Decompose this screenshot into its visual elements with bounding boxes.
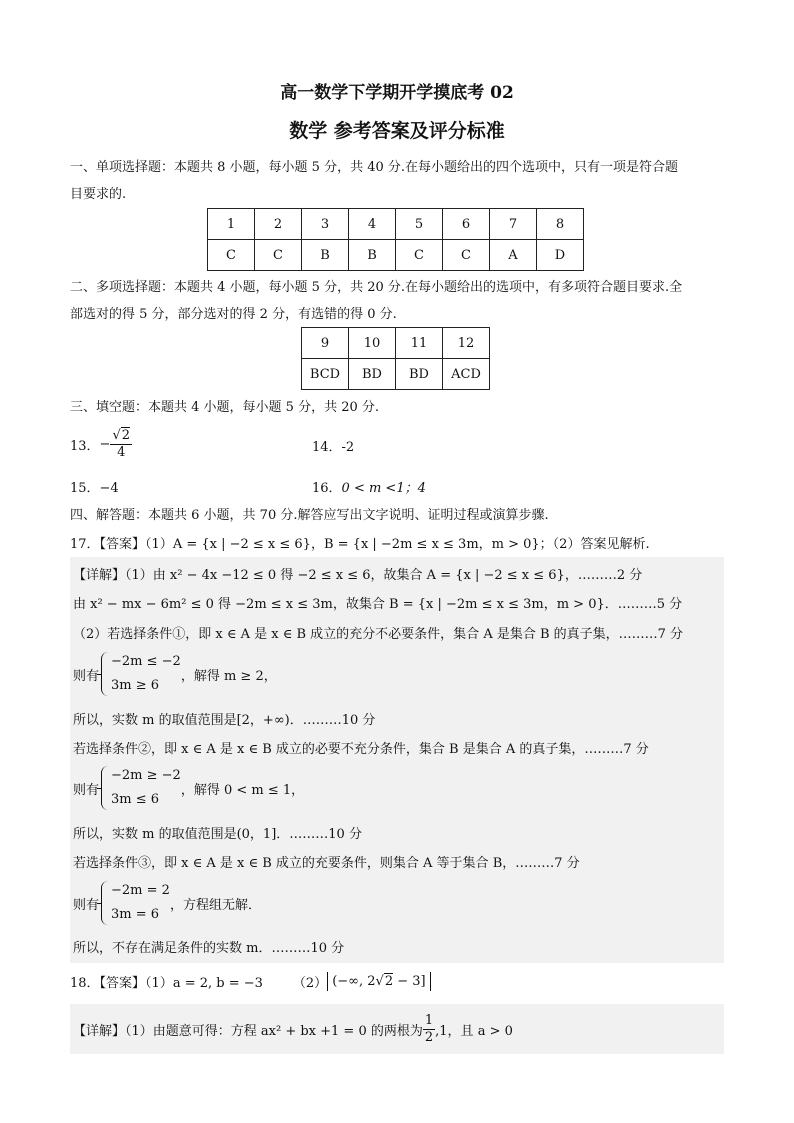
table-answer-cell: D <box>537 240 584 271</box>
page-title: 高一数学下学期开学摸底考 02 <box>280 83 514 103</box>
section2-answer-table <box>301 327 490 390</box>
table-answer-cell: C <box>208 240 255 271</box>
table-answer-cell: BD <box>396 359 443 390</box>
table-header-cell: 7 <box>490 209 537 240</box>
table-header-cell: 5 <box>396 209 443 240</box>
table-header-cell: 8 <box>537 209 584 240</box>
table-header-cell: 9 <box>302 328 349 359</box>
q17-detail-line: 若选择条件②，即 x ∈ A 是 x ∈ B 成立的必要不充分条件，集合 B 是集合 A 的真子集，………7 分 <box>73 742 649 757</box>
q17-detail-line: 所以，不存在满足条件的实数 m．………10 分 <box>73 941 345 956</box>
q18-interval: (−∞, 2√2 − 3] <box>327 972 430 991</box>
equation-brace: −2m ≥ −2 3m ≤ 6 <box>99 764 181 812</box>
table-header-cell: 1 <box>208 209 255 240</box>
table-answer-cell: C <box>396 240 443 271</box>
answer-13: 13． − $\frac{√2}{4}$ <box>70 427 131 460</box>
answer-14: 14．-2 <box>312 440 355 455</box>
section2-intro: 二、多项选择题：本题共 4 小题，每小题 5 分，共 20 分.在每小题给出的选项中，有多项符合题目要求.全 <box>70 280 683 295</box>
q17-detail-line: 所以，实数 m 的取值范围是[2，+∞)．………10 分 <box>73 713 376 728</box>
q17-detail-line: 所以，实数 m 的取值范围是(0，1]．………10 分 <box>73 827 362 842</box>
half-fraction: $\frac{1}{2}$ <box>424 1012 434 1045</box>
table-answer-cell: A <box>490 240 537 271</box>
section3-intro: 三、填空题：本题共 4 小题，每小题 5 分，共 20 分. <box>70 400 380 415</box>
q17-system-1: 则有 −2m ≤ −2 3m ≥ 6 ，解得 m ≥ 2， <box>73 648 277 700</box>
table-header-cell: 12 <box>443 328 490 359</box>
section1-answer-table <box>207 208 584 271</box>
section1-intro-cont: 目要求的. <box>70 187 127 202</box>
q17-detail-line: 若选择条件③，即 x ∈ A 是 x ∈ B 成立的充要条件，则集合 A 等于集合 B，………7 分 <box>73 856 580 871</box>
q17-answer: 17．【答案】（1）A = {x | −2 ≤ x ≤ 6}，B = {x | −2m ≤ x ≤ 3m，m > 0}；（2）答案见解析. <box>70 537 650 552</box>
equation-brace: −2m ≤ −2 3m ≥ 6 <box>99 650 181 698</box>
equation-brace: −2m = 2 3m = 6 <box>99 879 170 927</box>
table-answer-cell: C <box>255 240 302 271</box>
table-header-cell: 11 <box>396 328 443 359</box>
table-answer-cell: C <box>443 240 490 271</box>
q17-detail-line: 【详解】（1）由 x² − 4x −12 ≤ 0 得 −2 ≤ x ≤ 6，故集合 A = {x | −2 ≤ x ≤ 6}，………2 分 <box>73 568 643 583</box>
table-answer-cell: BCD <box>302 359 349 390</box>
answer-15: 15．−4 <box>70 481 119 496</box>
table-answer-cell: ACD <box>443 359 490 390</box>
answer-13-fraction: $\frac{√2}{4}$ <box>112 427 131 460</box>
table-answer-cell: B <box>349 240 396 271</box>
table-header-cell: 2 <box>255 209 302 240</box>
section4-intro: 四、解答题：本题共 6 小题，共 70 分.解答应写出文字说明、证明过程或演算步骤. <box>70 508 549 523</box>
table-answer-cell: B <box>302 240 349 271</box>
table-header-cell: 10 <box>349 328 396 359</box>
table-answer-cell: BD <box>349 359 396 390</box>
table-header-cell: 4 <box>349 209 396 240</box>
q18-detail-line: 【详解】（1）由题意可得：方程 ax² + bx +1 = 0 的两根为 $\frac{1}{2}$ ,1，且 a > 0 <box>73 1012 513 1045</box>
q17-system-2: 则有 −2m ≥ −2 3m ≤ 6 ，解得 0 < m ≤ 1， <box>73 762 304 814</box>
section2-intro-cont: 部选对的得 5 分，部分选对的得 2 分，有选错的得 0 分. <box>70 307 397 322</box>
table-header-cell: 6 <box>443 209 490 240</box>
q17-detail-line: 由 x² − mx − 6m² ≤ 0 得 −2m ≤ x ≤ 3m，故集合 B = {x | −2m ≤ x ≤ 3m，m > 0}．………5 分 <box>73 597 683 612</box>
q17-system-3: 则有 −2m = 2 3m = 6 ，方程组无解． <box>73 877 261 929</box>
answer-16: 16．0 < m <1；4 <box>312 481 426 496</box>
section1-intro: 一、单项选择题：本题共 8 小题，每小题 5 分，共 40 分.在每小题给出的四个选项中，只有一项是符合题 <box>70 160 679 175</box>
table-header-cell: 3 <box>302 209 349 240</box>
answer-13-label: 13． <box>70 438 100 454</box>
q18-answer: 18．【答案】（1）a = 2, b = −3 （2） (−∞, 2√2 − 3] <box>70 968 431 994</box>
q17-detail-line: （2）若选择条件①，即 x ∈ A 是 x ∈ B 成立的充分不必要条件，集合 A 是集合 B 的真子集，………7 分 <box>73 627 684 642</box>
page-subtitle: 数学 参考答案及评分标准 <box>289 120 505 142</box>
